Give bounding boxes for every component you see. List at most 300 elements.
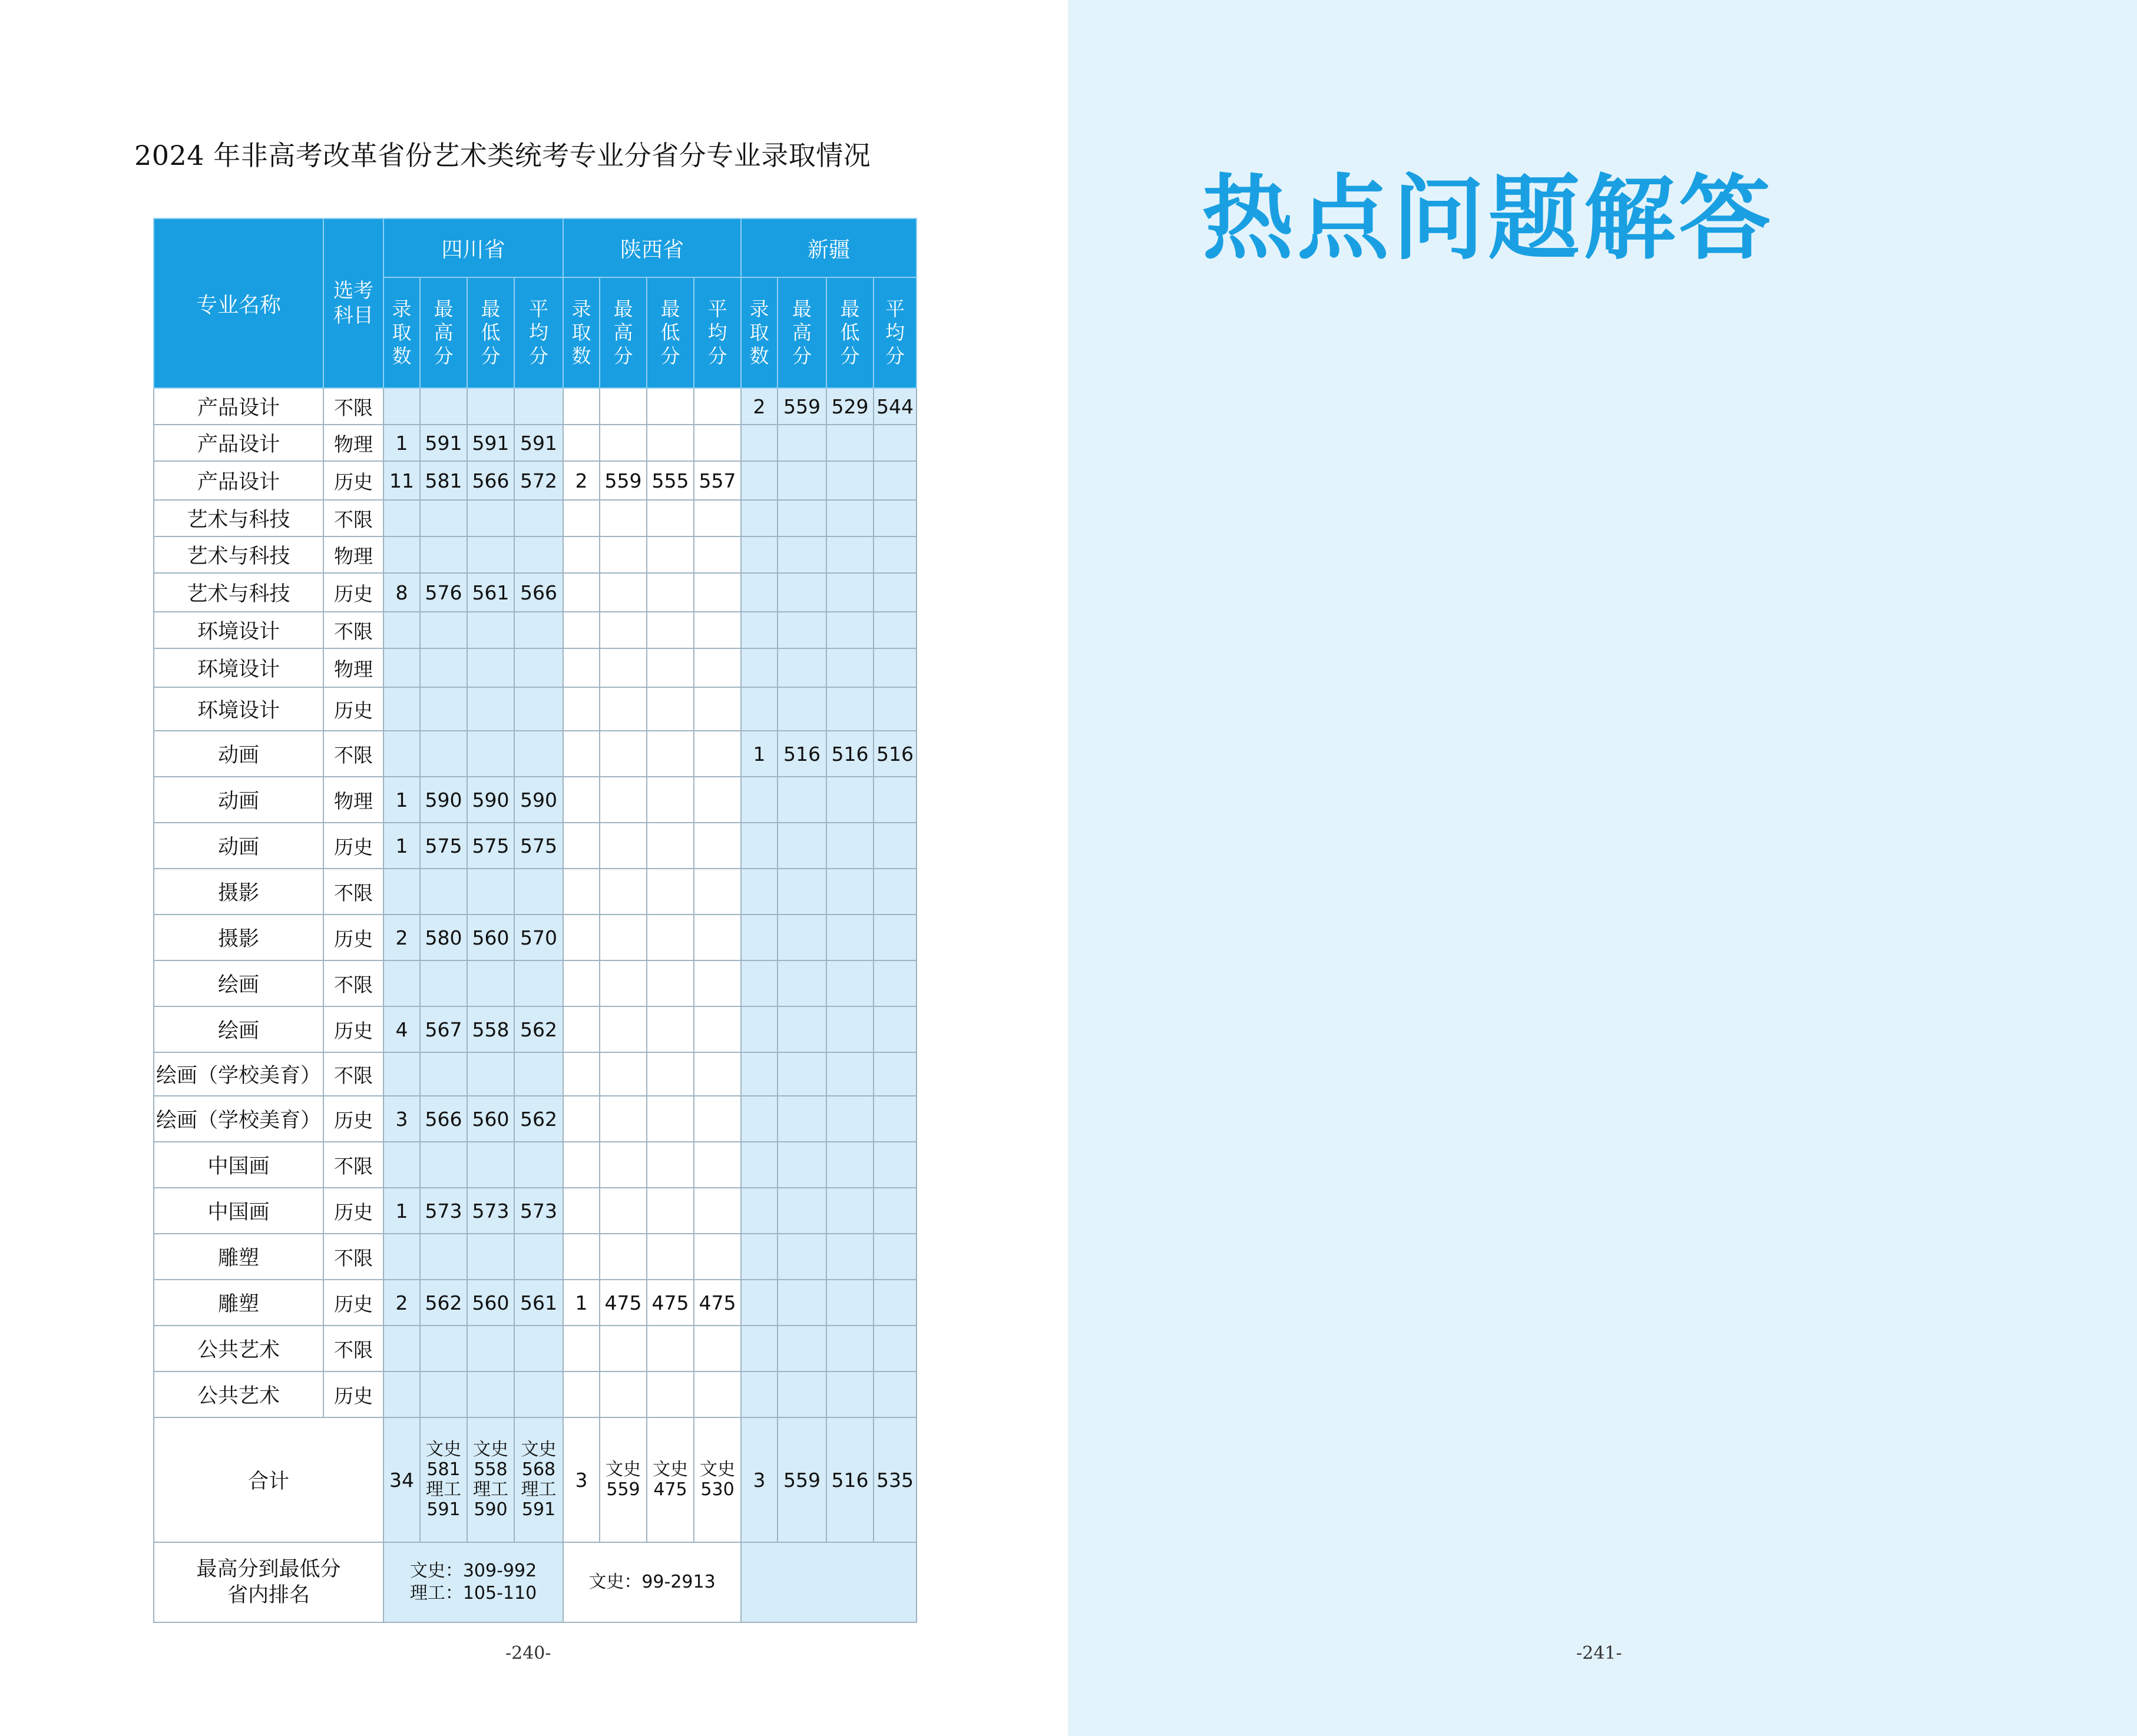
- header-province-shaanxi: 陕西省: [563, 218, 741, 277]
- xj-cell: [874, 823, 917, 869]
- sc-cell: [383, 648, 420, 687]
- sx-cell: 475: [647, 1280, 694, 1326]
- xj-cell: [826, 823, 874, 869]
- xj-cell: 559: [778, 388, 826, 425]
- subject-requirement: 不限: [323, 1234, 383, 1280]
- sx-cell: 559: [600, 461, 647, 500]
- total-sc-cell: 文史 581 理工 591: [420, 1417, 467, 1542]
- xj-cell: [874, 1052, 917, 1096]
- major-name: 中国画: [154, 1142, 323, 1188]
- sx-cell: [647, 687, 694, 731]
- sc-cell: 576: [420, 573, 467, 612]
- header-province-sichuan: 四川省: [383, 218, 563, 277]
- sx-cell: [563, 1371, 600, 1417]
- subject-requirement: 不限: [323, 1052, 383, 1096]
- sc-cell: [420, 731, 467, 777]
- xj-cell: [778, 1234, 826, 1280]
- xj-cell: [874, 1142, 917, 1188]
- xj-cell: [778, 612, 826, 648]
- sx-cell: [647, 573, 694, 612]
- sc-cell: 572: [514, 461, 563, 500]
- header-stat-min: 最 低 分: [467, 277, 514, 388]
- subject-requirement: 不限: [323, 869, 383, 915]
- xj-cell: [778, 823, 826, 869]
- sc-cell: [514, 960, 563, 1006]
- sx-cell: [694, 823, 741, 869]
- header-stat-avg: 平 均 分: [694, 277, 741, 388]
- sc-cell: 2: [383, 1280, 420, 1326]
- xj-cell: [826, 1234, 874, 1280]
- sc-cell: 591: [467, 425, 514, 461]
- total-sx-cell: 文史 530: [694, 1417, 741, 1542]
- major-name: 绘画: [154, 1006, 323, 1052]
- sx-cell: [563, 536, 600, 573]
- xj-cell: [778, 461, 826, 500]
- sc-cell: [514, 536, 563, 573]
- xj-cell: [874, 612, 917, 648]
- admission-table: [153, 218, 917, 1623]
- sc-cell: 2: [383, 915, 420, 960]
- sc-cell: [383, 612, 420, 648]
- sx-cell: [600, 960, 647, 1006]
- sc-cell: 562: [514, 1006, 563, 1052]
- total-xj-cell: 3: [741, 1417, 778, 1542]
- sc-cell: [514, 648, 563, 687]
- xj-cell: [874, 1280, 917, 1326]
- sc-cell: 567: [420, 1006, 467, 1052]
- sx-cell: [563, 1096, 600, 1142]
- table-row: [154, 1326, 917, 1371]
- sc-cell: [383, 1142, 420, 1188]
- sx-cell: 1: [563, 1280, 600, 1326]
- sc-cell: [467, 1142, 514, 1188]
- sx-cell: [600, 612, 647, 648]
- xj-cell: 516: [826, 731, 874, 777]
- sx-cell: [563, 612, 600, 648]
- total-sx-cell: 3: [563, 1417, 600, 1542]
- rank-shaanxi: 文史：99-2913: [563, 1542, 741, 1622]
- sc-cell: 3: [383, 1096, 420, 1142]
- sc-cell: 575: [467, 823, 514, 869]
- sx-cell: [694, 1006, 741, 1052]
- xj-cell: [778, 1371, 826, 1417]
- xj-cell: [778, 536, 826, 573]
- sc-cell: 1: [383, 823, 420, 869]
- header-stat-max: 最 高 分: [778, 277, 826, 388]
- sc-cell: [383, 388, 420, 425]
- xj-cell: [874, 1096, 917, 1142]
- sc-cell: [467, 1326, 514, 1371]
- header-stat-max: 最 高 分: [600, 277, 647, 388]
- header-stat-count: 录 取 数: [563, 277, 600, 388]
- major-name: 公共艺术: [154, 1371, 323, 1417]
- sc-cell: [383, 536, 420, 573]
- sc-cell: [514, 1234, 563, 1280]
- table-row: [154, 1052, 917, 1096]
- sc-cell: [514, 500, 563, 536]
- major-name: 动画: [154, 777, 323, 823]
- sx-cell: 475: [694, 1280, 741, 1326]
- sx-cell: [694, 869, 741, 915]
- header-subject: 选考 科目: [323, 218, 383, 388]
- major-name: 雕塑: [154, 1280, 323, 1326]
- sx-cell: [600, 500, 647, 536]
- sc-cell: 558: [467, 1006, 514, 1052]
- sc-cell: 11: [383, 461, 420, 500]
- left-page: [0, 0, 1068, 1736]
- sx-cell: [694, 1234, 741, 1280]
- xj-cell: [826, 1188, 874, 1234]
- sx-cell: [694, 960, 741, 1006]
- xj-cell: [874, 1006, 917, 1052]
- xj-cell: [778, 648, 826, 687]
- subject-requirement: 物理: [323, 777, 383, 823]
- total-sc-cell: 34: [383, 1417, 420, 1542]
- header-stat-count: 录 取 数: [741, 277, 778, 388]
- xj-cell: 516: [874, 731, 917, 777]
- xj-cell: [826, 1371, 874, 1417]
- xj-cell: [741, 869, 778, 915]
- table-row: [154, 536, 917, 573]
- sc-cell: [467, 648, 514, 687]
- sx-cell: 2: [563, 461, 600, 500]
- sc-cell: [420, 536, 467, 573]
- sx-cell: [600, 1096, 647, 1142]
- sc-cell: 8: [383, 573, 420, 612]
- total-xj-cell: 559: [778, 1417, 826, 1542]
- xj-cell: [741, 1006, 778, 1052]
- xj-cell: [741, 536, 778, 573]
- sc-cell: [467, 500, 514, 536]
- total-row: [154, 1417, 917, 1542]
- sc-cell: [420, 1234, 467, 1280]
- table-row: [154, 1280, 917, 1326]
- xj-cell: [874, 869, 917, 915]
- sc-cell: [514, 1052, 563, 1096]
- sx-cell: [563, 648, 600, 687]
- table-row: [154, 687, 917, 731]
- sc-cell: [420, 687, 467, 731]
- table-row: [154, 1006, 917, 1052]
- sx-cell: [563, 777, 600, 823]
- sx-cell: [600, 1188, 647, 1234]
- sx-cell: [694, 915, 741, 960]
- xj-cell: [826, 461, 874, 500]
- subject-requirement: 历史: [323, 915, 383, 960]
- sc-cell: [420, 1371, 467, 1417]
- sx-cell: [647, 1142, 694, 1188]
- sx-cell: [563, 1006, 600, 1052]
- xj-cell: [778, 687, 826, 731]
- sx-cell: [694, 777, 741, 823]
- sc-cell: [383, 1234, 420, 1280]
- sx-cell: [647, 388, 694, 425]
- subject-requirement: 物理: [323, 536, 383, 573]
- subject-requirement: 历史: [323, 1006, 383, 1052]
- major-name: 产品设计: [154, 388, 323, 425]
- sc-cell: [383, 1371, 420, 1417]
- sx-cell: [600, 648, 647, 687]
- xj-cell: [874, 960, 917, 1006]
- xj-cell: [826, 500, 874, 536]
- header-stat-avg: 平 均 分: [514, 277, 563, 388]
- xj-cell: [778, 1280, 826, 1326]
- xj-cell: [826, 425, 874, 461]
- table-row: [154, 731, 917, 777]
- xj-cell: [826, 573, 874, 612]
- subject-requirement: 不限: [323, 960, 383, 1006]
- xj-cell: [874, 536, 917, 573]
- major-name: 动画: [154, 731, 323, 777]
- major-name: 绘画（学校美育）: [154, 1096, 323, 1142]
- xj-cell: [874, 500, 917, 536]
- sx-cell: [563, 869, 600, 915]
- sc-cell: 562: [514, 1096, 563, 1142]
- sx-cell: [647, 777, 694, 823]
- sc-cell: 573: [420, 1188, 467, 1234]
- sx-cell: [647, 1096, 694, 1142]
- sx-cell: [563, 1234, 600, 1280]
- sc-cell: 566: [514, 573, 563, 612]
- sc-cell: [514, 731, 563, 777]
- sx-cell: [647, 1052, 694, 1096]
- page-number-right: -241-: [1576, 1643, 1622, 1664]
- rank-sichuan: 文史：309-992 理工：105-110: [383, 1542, 563, 1622]
- major-name: 艺术与科技: [154, 573, 323, 612]
- xj-cell: [741, 612, 778, 648]
- sc-cell: 560: [467, 915, 514, 960]
- subject-requirement: 历史: [323, 823, 383, 869]
- xj-cell: [741, 461, 778, 500]
- xj-cell: [874, 1326, 917, 1371]
- xj-cell: [741, 915, 778, 960]
- sc-cell: 1: [383, 425, 420, 461]
- xj-cell: [826, 1052, 874, 1096]
- sx-cell: [694, 500, 741, 536]
- sx-cell: [694, 731, 741, 777]
- sx-cell: [647, 1371, 694, 1417]
- table-row: [154, 1234, 917, 1280]
- xj-cell: [741, 648, 778, 687]
- xj-cell: [741, 777, 778, 823]
- sx-cell: [694, 1188, 741, 1234]
- sc-cell: [420, 648, 467, 687]
- sx-cell: [600, 869, 647, 915]
- major-name: 动画: [154, 823, 323, 869]
- xj-cell: [741, 687, 778, 731]
- sc-cell: 581: [420, 461, 467, 500]
- sc-cell: [514, 1326, 563, 1371]
- sc-cell: 566: [467, 461, 514, 500]
- xj-cell: [741, 425, 778, 461]
- xj-cell: [778, 573, 826, 612]
- sc-cell: 580: [420, 915, 467, 960]
- sc-cell: 562: [420, 1280, 467, 1326]
- sc-cell: 591: [420, 425, 467, 461]
- xj-cell: [826, 1142, 874, 1188]
- subject-requirement: 不限: [323, 500, 383, 536]
- sc-cell: 566: [420, 1096, 467, 1142]
- sx-cell: [647, 1188, 694, 1234]
- subject-requirement: 不限: [323, 1142, 383, 1188]
- xj-cell: [874, 1371, 917, 1417]
- major-name: 环境设计: [154, 687, 323, 731]
- sc-cell: 561: [514, 1280, 563, 1326]
- xj-cell: [874, 648, 917, 687]
- document-title: 2024 年非高考改革省份艺术类统考专业分省分专业录取情况: [134, 140, 871, 171]
- sx-cell: [600, 731, 647, 777]
- header-stat-min: 最 低 分: [647, 277, 694, 388]
- sc-cell: [467, 731, 514, 777]
- subject-requirement: 物理: [323, 648, 383, 687]
- sc-cell: [420, 960, 467, 1006]
- sx-cell: 475: [600, 1280, 647, 1326]
- sx-cell: [694, 1096, 741, 1142]
- xj-cell: [741, 573, 778, 612]
- sc-cell: [383, 1326, 420, 1371]
- xj-cell: [741, 1371, 778, 1417]
- sc-cell: 561: [467, 573, 514, 612]
- sx-cell: [563, 1188, 600, 1234]
- sx-cell: [563, 915, 600, 960]
- xj-cell: [826, 1280, 874, 1326]
- sc-cell: 590: [467, 777, 514, 823]
- table-row: [154, 500, 917, 536]
- sc-cell: [383, 687, 420, 731]
- sc-cell: 4: [383, 1006, 420, 1052]
- subject-requirement: 历史: [323, 461, 383, 500]
- sx-cell: [600, 823, 647, 869]
- xj-cell: 516: [778, 731, 826, 777]
- sx-cell: [647, 869, 694, 915]
- subject-requirement: 不限: [323, 388, 383, 425]
- sx-cell: [647, 1006, 694, 1052]
- sc-cell: [420, 1326, 467, 1371]
- sc-cell: [514, 388, 563, 425]
- hot-questions-title: 热点问题解答: [1202, 165, 1774, 272]
- xj-cell: [874, 461, 917, 500]
- xj-cell: [874, 687, 917, 731]
- sx-cell: [563, 425, 600, 461]
- xj-cell: [826, 1006, 874, 1052]
- xj-cell: [826, 1096, 874, 1142]
- sc-cell: [467, 1234, 514, 1280]
- sx-cell: [600, 388, 647, 425]
- header-stat-max: 最 高 分: [420, 277, 467, 388]
- sc-cell: [383, 1052, 420, 1096]
- xj-cell: [826, 869, 874, 915]
- sx-cell: [694, 612, 741, 648]
- sc-cell: [467, 536, 514, 573]
- xj-cell: [826, 960, 874, 1006]
- sx-cell: [647, 648, 694, 687]
- table-row: [154, 960, 917, 1006]
- sx-cell: [563, 960, 600, 1006]
- total-sx-cell: 文史 559: [600, 1417, 647, 1542]
- xj-cell: 1: [741, 731, 778, 777]
- major-name: 公共艺术: [154, 1326, 323, 1371]
- xj-cell: [778, 960, 826, 1006]
- sc-cell: [420, 1142, 467, 1188]
- sx-cell: [600, 1234, 647, 1280]
- xj-cell: [874, 573, 917, 612]
- table-row: [154, 869, 917, 915]
- table-row: [154, 1371, 917, 1417]
- sx-cell: [600, 915, 647, 960]
- sc-cell: [467, 869, 514, 915]
- header-stat-min: 最 低 分: [826, 277, 874, 388]
- header-stat-count: 录 取 数: [383, 277, 420, 388]
- subject-requirement: 历史: [323, 573, 383, 612]
- subject-requirement: 不限: [323, 1326, 383, 1371]
- xj-cell: [741, 823, 778, 869]
- sx-cell: [600, 536, 647, 573]
- xj-cell: [741, 1188, 778, 1234]
- major-name: 雕塑: [154, 1234, 323, 1280]
- xj-cell: [778, 1142, 826, 1188]
- table-row: [154, 388, 917, 425]
- major-name: 产品设计: [154, 425, 323, 461]
- xj-cell: [826, 777, 874, 823]
- xj-cell: [826, 687, 874, 731]
- sx-cell: [694, 1371, 741, 1417]
- xj-cell: [826, 536, 874, 573]
- total-sx-cell: 文史 475: [647, 1417, 694, 1542]
- table-row: [154, 573, 917, 612]
- sc-cell: [467, 1371, 514, 1417]
- sx-cell: [694, 388, 741, 425]
- sx-cell: [647, 915, 694, 960]
- major-name: 摄影: [154, 869, 323, 915]
- xj-cell: [741, 1326, 778, 1371]
- sc-cell: [467, 388, 514, 425]
- xj-cell: [778, 1006, 826, 1052]
- subject-requirement: 物理: [323, 425, 383, 461]
- xj-cell: [778, 1188, 826, 1234]
- xj-cell: [741, 1052, 778, 1096]
- sc-cell: [514, 1371, 563, 1417]
- xj-cell: [874, 777, 917, 823]
- sx-cell: [647, 500, 694, 536]
- major-name: 中国画: [154, 1188, 323, 1234]
- sc-cell: 575: [514, 823, 563, 869]
- header-province-xinjiang: 新疆: [741, 218, 917, 277]
- xj-cell: [778, 777, 826, 823]
- sc-cell: 573: [514, 1188, 563, 1234]
- xj-cell: 2: [741, 388, 778, 425]
- rank-label: 最高分到最低分 省内排名: [154, 1542, 383, 1622]
- major-name: 艺术与科技: [154, 500, 323, 536]
- sx-cell: [563, 388, 600, 425]
- table-row: [154, 823, 917, 869]
- xj-cell: [874, 1188, 917, 1234]
- page-number-left: -240-: [505, 1643, 551, 1664]
- sc-cell: [514, 1142, 563, 1188]
- sx-cell: [563, 687, 600, 731]
- major-name: 艺术与科技: [154, 536, 323, 573]
- xj-cell: [826, 648, 874, 687]
- sc-cell: [467, 687, 514, 731]
- sx-cell: [647, 536, 694, 573]
- xj-cell: [778, 425, 826, 461]
- total-sc-cell: 文史 558 理工 590: [467, 1417, 514, 1542]
- sc-cell: 560: [467, 1280, 514, 1326]
- sc-cell: 573: [467, 1188, 514, 1234]
- sc-cell: [467, 1052, 514, 1096]
- table-row: [154, 612, 917, 648]
- sx-cell: [600, 1142, 647, 1188]
- sc-cell: [420, 1052, 467, 1096]
